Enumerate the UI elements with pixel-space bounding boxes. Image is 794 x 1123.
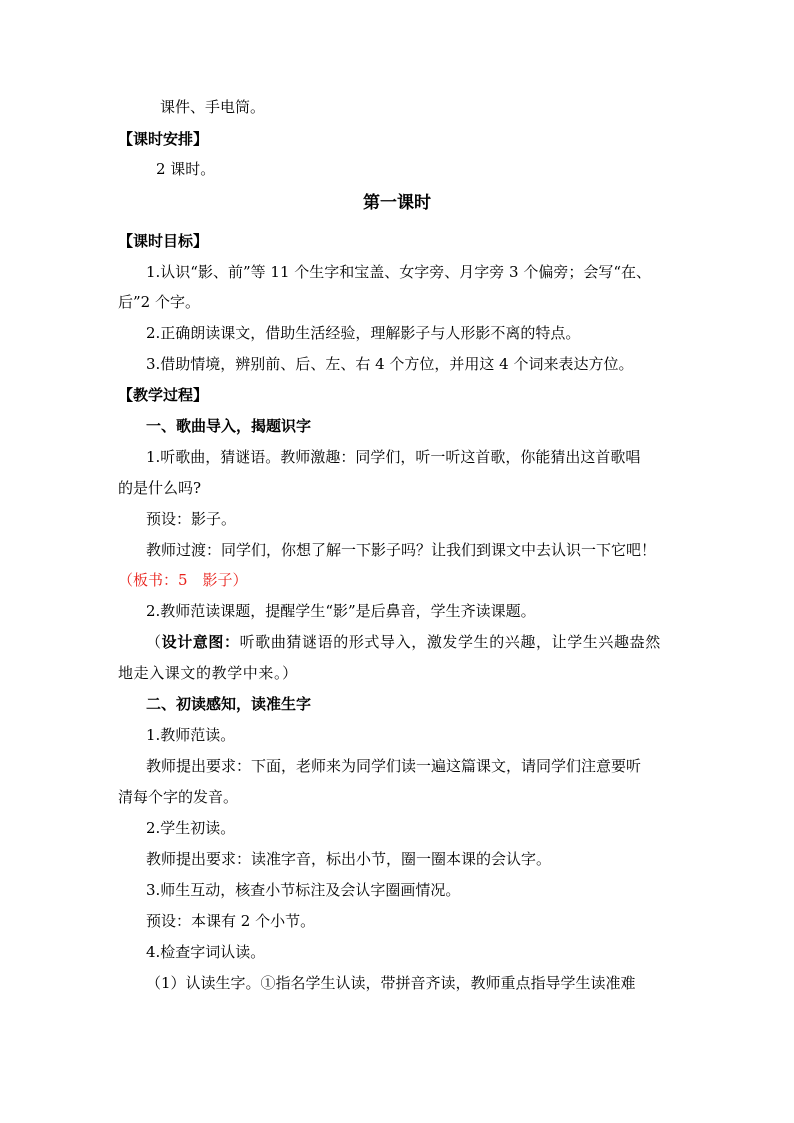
process-line: 2.学生初读。 bbox=[146, 819, 236, 837]
process-line: 3.师生互动，核查小节标注及会认字圈画情况。 bbox=[146, 881, 461, 899]
process-line: 4.检查字词认读。 bbox=[146, 943, 266, 961]
materials-line: 课件、手电筒。 bbox=[160, 98, 266, 116]
design-intent-line-2: 地走入课文的教学中来。） bbox=[118, 664, 298, 682]
objective-line: 后”2 个字。 bbox=[118, 293, 200, 311]
process-line: （1）认读生字。①指名学生认读，带拼音齐读，教师重点指导学生读准难 bbox=[146, 974, 636, 992]
board-note: （板书：5 影子） bbox=[118, 571, 248, 589]
design-intent-line bbox=[146, 632, 661, 652]
section-title: 二、初读感知，读准生字 bbox=[146, 695, 312, 713]
schedule-text: 2 课时。 bbox=[156, 160, 216, 178]
process-line: 预设：本课有 2 个小节。 bbox=[146, 912, 316, 930]
design-intent-text: 听歌曲猜谜语的形式导入，激发学生的兴趣，让学生兴趣盎然 bbox=[239, 633, 661, 651]
objectives-heading: 【课时目标】 bbox=[118, 232, 209, 250]
schedule-heading: 【课时安排】 bbox=[118, 130, 209, 148]
process-line: 的是什么吗? bbox=[118, 479, 202, 497]
design-intent-label: 设计意图： bbox=[161, 633, 240, 651]
process-line: 2.教师范读课题，提醒学生“影”是后鼻音，学生齐读课题。 bbox=[146, 602, 536, 620]
process-line: 教师过渡：同学们，你想了解一下影子吗？让我们到课文中去认识一下它吧！ bbox=[146, 541, 657, 559]
process-heading: 【教学过程】 bbox=[118, 386, 209, 404]
lesson-title: 第一课时 bbox=[363, 193, 431, 213]
objective-line: 3.借助情境，辨别前、后、左、右 4 个方位，并用这 4 个词来表达方位。 bbox=[146, 355, 634, 373]
process-line: 预设：影子。 bbox=[146, 510, 237, 528]
process-line: 教师提出要求：下面，老师来为同学们读一遍这篇课文，请同学们注意要听 bbox=[146, 757, 642, 775]
design-open-paren: （ bbox=[146, 633, 162, 651]
process-line: 教师提出要求：读准字音，标出小节，圈一圈本课的会认字。 bbox=[146, 850, 552, 868]
objective-line: 1.认识“影、前”等 11 个生字和宝盖、女字旁、月字旁 3 个偏旁；会写“在、 bbox=[146, 263, 652, 281]
objective-line: 2.正确朗读课文，借助生活经验，理解影子与人形影不离的特点。 bbox=[146, 324, 581, 342]
section-title: 一、歌曲导入，揭题识字 bbox=[146, 417, 312, 435]
process-line: 清每个字的发音。 bbox=[118, 788, 239, 806]
process-line: 1.听歌曲，猜谜语。教师激趣：同学们，听一听这首歌，你能猜出这首歌唱 bbox=[146, 448, 641, 466]
process-line: 1.教师范读。 bbox=[146, 726, 236, 744]
